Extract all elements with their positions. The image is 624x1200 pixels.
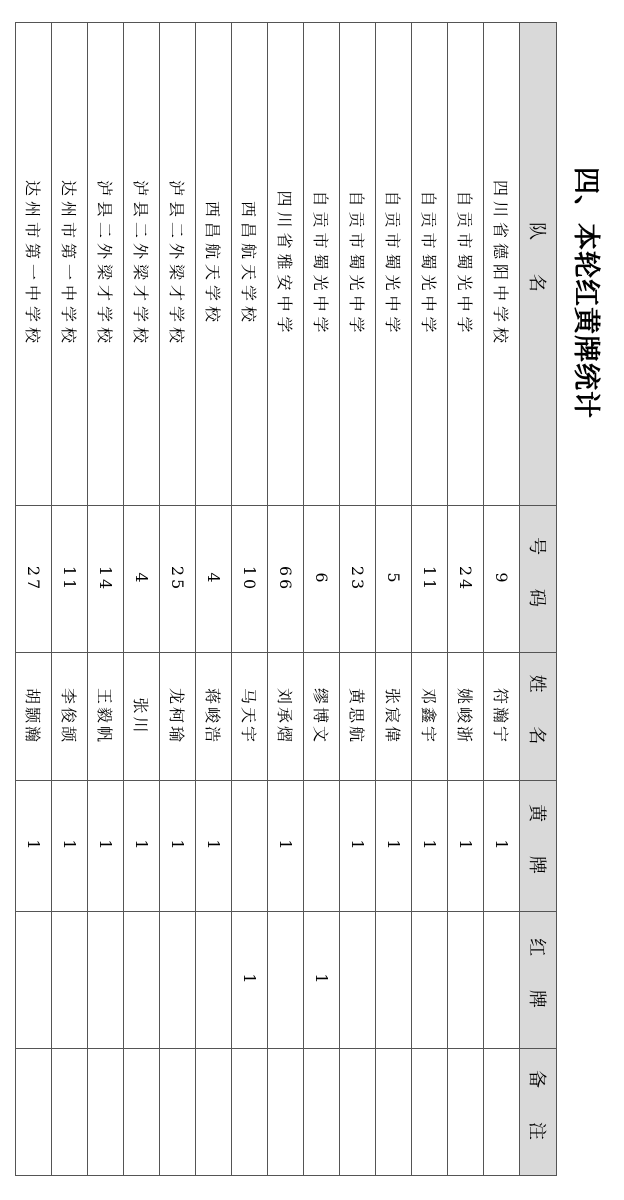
table-body bbox=[16, 23, 520, 1176]
note-cell bbox=[52, 1049, 88, 1176]
header-team: 队 名 bbox=[520, 23, 557, 506]
table-row bbox=[160, 23, 196, 1176]
team-cell: 泸县二外梁才学校 bbox=[160, 23, 196, 506]
table-row bbox=[268, 23, 304, 1176]
note-cell bbox=[196, 1049, 232, 1176]
note-cell bbox=[484, 1049, 520, 1176]
number-cell: 11 bbox=[412, 506, 448, 653]
note-cell bbox=[16, 1049, 52, 1176]
header-note: 备 注 bbox=[520, 1049, 557, 1176]
yellow-card-cell: 1 bbox=[196, 781, 232, 912]
number-cell: 9 bbox=[484, 506, 520, 653]
table-row bbox=[304, 23, 340, 1176]
number-cell: 25 bbox=[160, 506, 196, 653]
table-row bbox=[16, 23, 52, 1176]
team-cell: 达州市第一中学校 bbox=[52, 23, 88, 506]
red-card-cell bbox=[124, 912, 160, 1049]
number-cell: 4 bbox=[196, 506, 232, 653]
red-card-cell bbox=[88, 912, 124, 1049]
table-row bbox=[340, 23, 376, 1176]
number-cell: 27 bbox=[16, 506, 52, 653]
yellow-card-cell: 1 bbox=[412, 781, 448, 912]
number-cell: 24 bbox=[448, 506, 484, 653]
number-cell: 14 bbox=[88, 506, 124, 653]
header-red-card: 红 牌 bbox=[520, 912, 557, 1049]
team-cell: 四川省德阳中学校 bbox=[484, 23, 520, 506]
team-cell: 泸县二外梁才学校 bbox=[88, 23, 124, 506]
name-cell: 邓鑫宇 bbox=[412, 653, 448, 781]
name-cell: 姚峻浙 bbox=[448, 653, 484, 781]
header-name: 姓 名 bbox=[520, 653, 557, 781]
note-cell bbox=[268, 1049, 304, 1176]
name-cell: 蒋峻浩 bbox=[196, 653, 232, 781]
red-card-cell bbox=[412, 912, 448, 1049]
number-cell: 10 bbox=[232, 506, 268, 653]
table-row bbox=[376, 23, 412, 1176]
red-card-cell bbox=[484, 912, 520, 1049]
table-row bbox=[448, 23, 484, 1176]
team-cell: 达州市第一中学校 bbox=[16, 23, 52, 506]
team-cell: 自贡市蜀光中学 bbox=[412, 23, 448, 506]
note-cell bbox=[232, 1049, 268, 1176]
red-card-cell: 1 bbox=[304, 912, 340, 1049]
team-cell: 西昌航天学校 bbox=[232, 23, 268, 506]
number-cell: 4 bbox=[124, 506, 160, 653]
note-cell bbox=[412, 1049, 448, 1176]
yellow-card-cell: 1 bbox=[448, 781, 484, 912]
yellow-card-cell bbox=[232, 781, 268, 912]
note-cell bbox=[340, 1049, 376, 1176]
yellow-card-cell: 1 bbox=[52, 781, 88, 912]
team-cell: 西昌航天学校 bbox=[196, 23, 232, 506]
number-cell: 6 bbox=[304, 506, 340, 653]
table-row bbox=[52, 23, 88, 1176]
yellow-card-cell: 1 bbox=[16, 781, 52, 912]
page-title: 四、本轮红黄牌统计 bbox=[570, 167, 601, 419]
header-yellow-card: 黄 牌 bbox=[520, 781, 557, 912]
yellow-card-cell: 1 bbox=[268, 781, 304, 912]
red-card-cell: 1 bbox=[232, 912, 268, 1049]
red-card-cell bbox=[376, 912, 412, 1049]
table-row bbox=[196, 23, 232, 1176]
team-cell: 自贡市蜀光中学 bbox=[304, 23, 340, 506]
red-card-cell bbox=[268, 912, 304, 1049]
team-cell: 四川省雅安中学 bbox=[268, 23, 304, 506]
name-cell: 王毅帆 bbox=[88, 653, 124, 781]
yellow-card-cell: 1 bbox=[376, 781, 412, 912]
red-card-cell bbox=[160, 912, 196, 1049]
note-cell bbox=[124, 1049, 160, 1176]
header-row bbox=[520, 23, 557, 1176]
yellow-card-cell: 1 bbox=[160, 781, 196, 912]
red-card-cell bbox=[340, 912, 376, 1049]
red-card-cell bbox=[196, 912, 232, 1049]
team-cell: 自贡市蜀光中学 bbox=[376, 23, 412, 506]
header-number: 号 码 bbox=[520, 506, 557, 653]
yellow-card-cell bbox=[304, 781, 340, 912]
table-row bbox=[232, 23, 268, 1176]
name-cell: 张宸偉 bbox=[376, 653, 412, 781]
table-row bbox=[124, 23, 160, 1176]
yellow-card-cell: 1 bbox=[124, 781, 160, 912]
name-cell: 刘承熠 bbox=[268, 653, 304, 781]
red-card-cell bbox=[16, 912, 52, 1049]
number-cell: 5 bbox=[376, 506, 412, 653]
note-cell bbox=[160, 1049, 196, 1176]
table-row bbox=[88, 23, 124, 1176]
red-card-cell bbox=[448, 912, 484, 1049]
note-cell bbox=[304, 1049, 340, 1176]
name-cell: 符瀚宁 bbox=[484, 653, 520, 781]
number-cell: 11 bbox=[52, 506, 88, 653]
name-cell: 缪博文 bbox=[304, 653, 340, 781]
yellow-card-cell: 1 bbox=[88, 781, 124, 912]
name-cell: 胡颢瀚 bbox=[16, 653, 52, 781]
number-cell: 66 bbox=[268, 506, 304, 653]
number-cell: 23 bbox=[340, 506, 376, 653]
team-cell: 自贡市蜀光中学 bbox=[448, 23, 484, 506]
name-cell: 黄思航 bbox=[340, 653, 376, 781]
note-cell bbox=[448, 1049, 484, 1176]
name-cell: 马天宇 bbox=[232, 653, 268, 781]
card-statistics-table bbox=[15, 22, 557, 1176]
table-header bbox=[520, 23, 557, 1176]
yellow-card-cell: 1 bbox=[340, 781, 376, 912]
yellow-card-cell: 1 bbox=[484, 781, 520, 912]
red-card-cell bbox=[52, 912, 88, 1049]
name-cell: 龙柯瑜 bbox=[160, 653, 196, 781]
table-row bbox=[484, 23, 520, 1176]
table-row bbox=[412, 23, 448, 1176]
name-cell: 李俊颉 bbox=[52, 653, 88, 781]
note-cell bbox=[376, 1049, 412, 1176]
team-cell: 自贡市蜀光中学 bbox=[340, 23, 376, 506]
note-cell bbox=[88, 1049, 124, 1176]
name-cell: 张川 bbox=[124, 653, 160, 781]
team-cell: 泸县二外梁才学校 bbox=[124, 23, 160, 506]
